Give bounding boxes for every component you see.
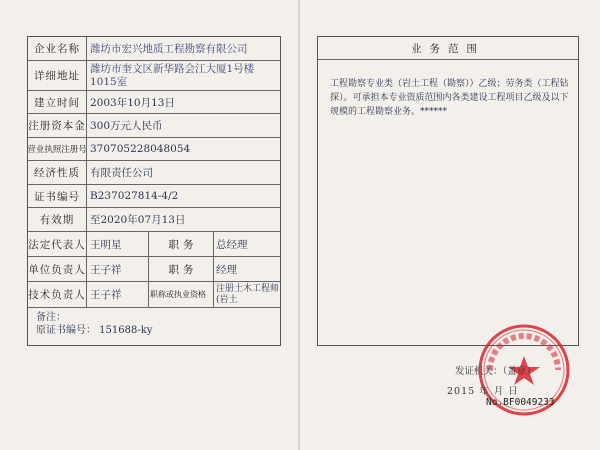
notes-label: 备注： — [36, 312, 66, 323]
value-valid: 至2020年07月13日 — [90, 214, 186, 226]
row-capital — [28, 114, 280, 138]
label-legal-rep: 法定代表人 — [28, 232, 87, 256]
label-valid: 有效期 — [28, 208, 87, 231]
label-company-name: 企业名称 — [28, 37, 87, 60]
issue-date: 2015 年 月 日 — [447, 386, 519, 397]
row-legal-rep — [28, 232, 280, 257]
label-unit-head: 单位负责人 — [28, 257, 87, 281]
row-econ-type — [28, 161, 280, 185]
value-econ-type: 有限责任公司 — [90, 167, 153, 179]
label-capital: 注册资本金 — [28, 114, 87, 137]
label-founded: 建立时间 — [28, 91, 87, 113]
label-tech-qual: 职称或执业资格 — [150, 290, 206, 299]
value-unit-head-title: 经理 — [216, 263, 237, 276]
original-cert-no: 原证书编号： 151688-ky — [36, 325, 153, 336]
value-tech-head: 王子祥 — [90, 289, 122, 301]
label-econ-type: 经济性质 — [28, 161, 87, 184]
row-company-name — [28, 37, 280, 61]
page-fold — [298, 0, 300, 450]
value-unit-head: 王子祥 — [90, 263, 122, 276]
label-license: 营业执照注册号 — [28, 138, 87, 160]
value-founded: 2003年10月13日 — [90, 96, 175, 109]
row-tech-head — [28, 282, 280, 308]
serial-number: No.BF0049233 — [486, 397, 555, 408]
label-cert-no: 证书编号 — [28, 185, 87, 207]
value-license: 370705228048054 — [90, 143, 191, 155]
scope-text: 工程勘察专业类（岩土工程（勘察））乙级；劳务类（工程钻探）。可承担本专业资质范围内各类建设工程项目乙级及以下规模的工程勘察业务。****** — [330, 79, 569, 117]
business-scope-box — [317, 36, 579, 346]
row-valid — [28, 208, 280, 232]
notes-block — [36, 311, 152, 337]
company-info-table — [27, 36, 281, 346]
row-cert-no — [28, 185, 280, 208]
label-unit-head-title: 职务 — [168, 263, 198, 276]
value-capital: 300万元人民币 — [90, 120, 163, 132]
issuer-line: 发证机关：（盖章） — [455, 366, 536, 377]
row-founded — [28, 91, 280, 114]
value-address: 潍坊市奎文区新华路会江大厦1号楼1015室 — [90, 62, 255, 88]
value-cert-no: B237027814-4/2 — [90, 190, 179, 202]
value-company-name: 潍坊市宏兴地质工程勘察有限公司 — [90, 43, 248, 55]
value-legal-rep-title: 总经理 — [216, 238, 248, 251]
scope-header: 业务范围 — [318, 37, 578, 60]
label-legal-rep-title: 职务 — [168, 238, 198, 251]
row-address — [28, 61, 280, 91]
label-tech-head: 技术负责人 — [28, 282, 87, 307]
value-legal-rep: 王明星 — [90, 238, 122, 251]
value-tech-qual: 注册土木工程师(岩土 — [216, 283, 280, 305]
row-license — [28, 138, 280, 161]
row-unit-head — [28, 257, 280, 282]
label-address: 详细地址 — [28, 61, 87, 90]
